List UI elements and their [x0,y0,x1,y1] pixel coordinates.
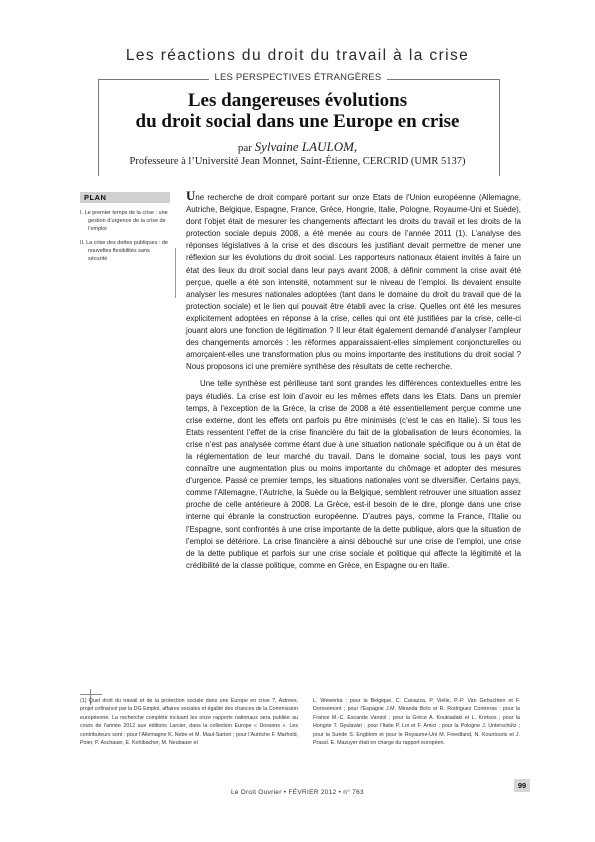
plan-item-2: II. La crise des dettes publiques : de nouvelles flexibilités sans sécurité [80,240,169,262]
rubric-label: LES PERSPECTIVES ÉTRANGÈRES [209,72,387,83]
article-title [100,90,495,132]
article-body [186,190,521,577]
article-title-line1: Les dangereuses évolutions [187,90,408,111]
drop-cap: U [186,188,196,203]
section-title: Les réactions du droit du travail à la crise [125,47,470,64]
plan-item-1: I. Le premier temps de la crise : une gestion d’urgence de la crise de l’emploi [80,210,168,232]
paragraph-1-text: ne recherche de droit comparé portant sur onze Etats de l’Union européenne (Allemagne, Autriche, Belgique, Espagne, France, Grèce, Hongrie, Italie, Pologne, Royaume-Uni et Suède), dont l’objet était de mesurer les changements affectant les droits du travail et les droits de la protection sociale depuis 2008, a été menée au cours de l’année 2011 (1). L’analyse des réponses législatives à la crise et des discours les justifiant devait permettre de mener une réflexion sur les évolutions du droit social. Les rapporteurs nationaux étaient invités à faire un état des lieux du droit social dans leur pays avant 2008, à définir comment la crise avait été perçue, quelle a été son intensité, notamment sur le niveau de l’emploi. Ils devaient ensuite analyser les mesures nationales adoptées (tant dans le domaine du droit du travail que de la protection sociale) et le lien qui pouvait être établi avec la crise. Quelles ont été les mesures explicitement adoptées en réponse à la crise, celles qui ont été justifiées par la crise, celle-ci jouant alors une fonction de légitimation ? Il leur était également demandé d’analyser l’ampleur des changements amorcés : les réformes apparaissaient-elles simplement conjoncturelles ou amorçaient-elles une transformation plus ou moins importante des institutions du droit social ? Nous proposons ici une première synthèse des résultats de cette recherche. [186,193,521,372]
author-affiliation: Professeure à l’Université Jean Monnet, Saint-Étienne, CERCRID (UMR 5137) [129,156,466,167]
plan-divider [175,248,176,298]
byline [100,139,495,155]
paragraph-1 [186,190,521,373]
plan-label: PLAN [80,192,170,203]
page-number: 99 [514,779,530,792]
page-footer: Le Droit Ouvrier • FÉVRIER 2012 • n° 763 [231,789,364,796]
footnote-right-column: L. Wewerka ; pour la Belgique, C. Canazza, P. Vielle, P.-P. Van Gehuchten et F. Dorssemont ; pour l’Espagne J.M. Miranda Boto et R. Rodriguez Contreras ; pour la France M.-C. Escande Varniol ; pour la Grèce A. Koukiadaki et L. Kretsos ; pour la Hongrie T. Gyulavári ; pour l’Italie P. Loi et F. Amici ; pour la Pologne J. Unterschütz ; pour la Suède S. Engblom et pour le Royaume-Uni M. Freedland, N. Kountouris et J. Prassl. E. Mazuyer était en charge du rapport européen. [313,698,520,747]
footnote-horizontal-rule [80,694,102,695]
footnote-left-column: (1) Quel droit du travail et de la protection sociale dans une Europe en crise ?, Astrees, projet cofinancé par la DG Emploi, affaires sociales et égalité des chances de la Commission européenne. La recherche complète incluant les onze rapports nationaux sera publiée au cours de l’année 2012 aux éditions Larcier, dans la collection Europe « Dossiers ». Les contributeurs sont : pour l’Allemagne K. Nebe et M. Maul-Sartori ; pour l’Autriche F. Marhold, Poier, P. Aschauer, E. Kohlbacher, M. Neubauer et [80,698,298,747]
article-title-line2: du droit social dans une Europe en crise [135,111,460,132]
byline-prefix: par [237,142,252,154]
paragraph-2: Une telle synthèse est périlleuse tant sont grandes les différences contextuelles entre les pays étudiés. La crise est loin d’avoir eu les mêmes effets dans les Etats. Dans un premier temps, à l’exception de la Grèce, la crise de 2008 a été essentiellement perçue comme une crise externe, dont les effets ont parfois pu être minimisés (c’est le cas en Italie). Si tous les Etats ressentent l’effet de la crise financière du fait de la globalisation de leurs économies, la crise n’est pas analysée comme étant due à une situation nationale spécifique ou à un état de la réglementation de leur marché du travail. Dans le domaine social, tous les pays vont connaître une augmentation plus ou moins importante du chômage et adopter des mesures d’urgence. Passé ce premier temps, les situations nationales vont se diversifier. Certains pays, comme l’Allemagne, l’Autriche, la Suède ou la Belgique, semblent retrouver une situation assez proche de celle antérieure à 2008. La Grèce, est-il besoin de le dire, plonge dans une crise interne qui ébranle la construction européenne. D’autres pays, comme la France, l’Italie ou l’Espagne, sont confrontés à une crise importante de la dette publique, alors que la situation de l’emploi se détériore. La crise financière a ainsi débouché sur une crise de l’emploi, une crise de la dette publique et parfois sur une crise sociale et politique qui affecte la légitimité et la crédibilité de la classe politique, comme en Grèce, en Espagne ou en Italie. [186,379,521,570]
plan-box [80,192,170,263]
author-name: Sylvaine LAULOM, [254,139,358,154]
